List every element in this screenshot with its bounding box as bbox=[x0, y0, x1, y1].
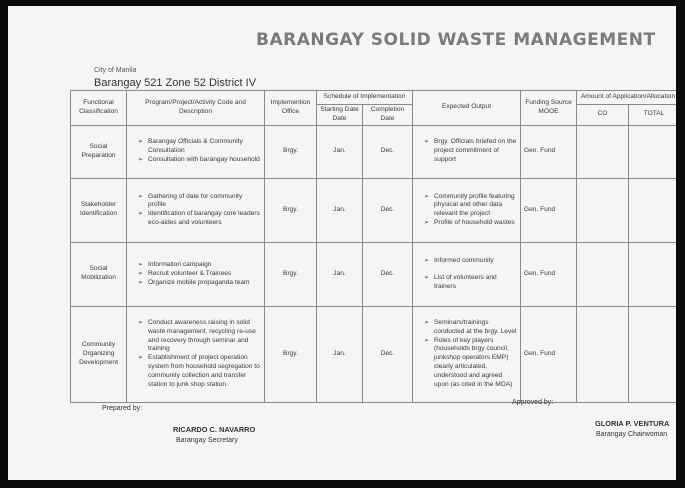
classification-cell: Social Mobilization bbox=[71, 242, 127, 306]
header-funding-source: Funding Source MOOE bbox=[521, 91, 577, 126]
output-cell bbox=[413, 306, 521, 402]
office-cell: Brgy. bbox=[265, 306, 317, 402]
approved-by-label: Approved by: bbox=[512, 399, 554, 406]
header-schedule: Schedule of Implementation bbox=[317, 91, 413, 105]
completion-cell: Dec. bbox=[363, 242, 413, 306]
start-cell: Jan. bbox=[317, 306, 363, 402]
start-cell: Jan. bbox=[317, 125, 363, 178]
header-program: Program/Project/Activity Code and Description bbox=[127, 91, 265, 126]
funding-cell: Gen. Fund bbox=[521, 306, 577, 402]
activity-item: ➢ Information campaign bbox=[140, 261, 261, 270]
output-item: ➢ Seminars/trainings conducted at the brgy. Level bbox=[426, 319, 517, 337]
start-cell: Jan. bbox=[317, 178, 363, 242]
activity-cell bbox=[127, 178, 265, 242]
classification-cell: Community Organizing Development bbox=[71, 306, 127, 402]
output-item: ➢ Roles of key players (households brgy council, junkshop operators EMP) clearly articulated, understood and agreed upon (as cited in the MOA) bbox=[426, 337, 517, 390]
header-completion-date: Completion Date bbox=[363, 105, 413, 126]
header-total: TOTAL bbox=[629, 105, 677, 126]
output-item: ➢ Brgy. Officials briefed on the project commitment of support bbox=[426, 138, 517, 165]
header-implementation-office: Implemention Office bbox=[265, 91, 317, 126]
activity-item: ➢ Conduct awareness raising in solid waste management, recycling re-use and recovery through seminar and training bbox=[140, 319, 261, 355]
header-starting-date: Starting Date Date bbox=[317, 105, 363, 126]
output-item: ➢ Profile of household wastes bbox=[426, 219, 517, 228]
document-title: BARANGAY SOLID WASTE MANAGEMENT bbox=[256, 30, 656, 50]
output-item: ➢ List of volunteers and trainers bbox=[426, 274, 517, 292]
completion-cell: Dec. bbox=[363, 178, 413, 242]
header-expected-output: Expected Output bbox=[413, 91, 521, 126]
city-label: City of Manila bbox=[94, 67, 137, 74]
activity-item: ➢ Recruit volunteer & Trainees bbox=[140, 270, 261, 279]
activity-cell bbox=[127, 306, 265, 402]
prepared-by-name: RICARDO C. NAVARRO bbox=[173, 425, 256, 434]
total-cell bbox=[629, 178, 677, 242]
total-cell bbox=[629, 125, 677, 178]
barangay-line: Barangay 521 Zone 52 District IV bbox=[94, 77, 257, 89]
classification-cell: Social Preparation bbox=[71, 125, 127, 178]
office-cell: Brgy. bbox=[265, 125, 317, 178]
approved-by-position: Barangay Chairwoman bbox=[596, 431, 668, 438]
activity-item: ➢ Gathering of date for community profile bbox=[140, 193, 261, 211]
completion-cell: Dec. bbox=[363, 306, 413, 402]
funding-cell: Gen. Fund bbox=[521, 178, 577, 242]
co-cell bbox=[577, 125, 629, 178]
activity-item: ➢ Identification of barangay core leaders eco-aides and volunteers bbox=[140, 210, 261, 228]
table-row bbox=[71, 306, 677, 402]
total-cell bbox=[629, 242, 677, 306]
table-row bbox=[71, 178, 677, 242]
table-row bbox=[71, 125, 677, 178]
approved-by-name: GLORIA P. VENTURA bbox=[595, 419, 670, 428]
activity-item: ➢ Barangay Officials & Community Consultation bbox=[140, 138, 261, 156]
activity-item: ➢ Organize mobile propaganda team bbox=[140, 279, 261, 288]
header-co: CO bbox=[577, 105, 629, 126]
header-functional-classification: Functional Classification bbox=[71, 91, 127, 126]
output-cell bbox=[413, 178, 521, 242]
co-cell bbox=[577, 178, 629, 242]
funding-cell: Gen. Fund bbox=[521, 242, 577, 306]
classification-cell: Stakeholder Identification bbox=[71, 178, 127, 242]
activity-cell bbox=[127, 125, 265, 178]
co-cell bbox=[577, 242, 629, 306]
office-cell: Brgy. bbox=[265, 242, 317, 306]
co-cell bbox=[577, 306, 629, 402]
start-cell: Jan. bbox=[317, 242, 363, 306]
funding-cell: Gen. Fund bbox=[521, 125, 577, 178]
activity-item: ➢ Consultation with barangay household bbox=[140, 156, 261, 165]
activity-cell bbox=[127, 242, 265, 306]
activity-item: ➢ Establishment of project operation system from household segregation to community collection and transfer station to junk shop station. bbox=[140, 354, 261, 390]
header-amount: Amount of Application/Allocation bbox=[577, 91, 677, 105]
completion-cell: Dec. bbox=[363, 125, 413, 178]
table-row bbox=[71, 242, 677, 306]
output-cell bbox=[413, 242, 521, 306]
total-cell bbox=[629, 306, 677, 402]
office-cell: Brgy. bbox=[265, 178, 317, 242]
output-item: ➢ Community profile featuring physical and other data relevant the project bbox=[426, 193, 517, 220]
program-table bbox=[70, 90, 676, 403]
prepared-by-label: Prepared by: bbox=[102, 405, 143, 412]
prepared-by-position: Barangay Secretary bbox=[176, 437, 238, 444]
document-page bbox=[8, 6, 676, 480]
output-cell bbox=[413, 125, 521, 178]
output-item: ➢ Informed community bbox=[426, 257, 517, 266]
